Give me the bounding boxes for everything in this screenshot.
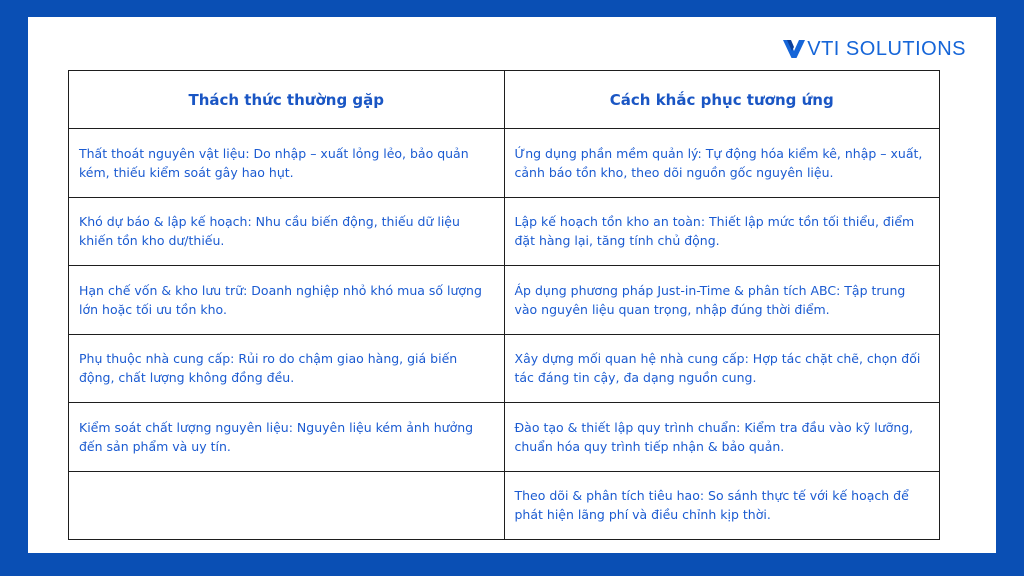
table-row (69, 334, 940, 403)
solution-cell: Lập kế hoạch tồn kho an toàn: Thiết lập mức tồn tối thiểu, điểm đặt hàng lại, tăng tính chủ động. (504, 197, 940, 266)
table-row (69, 471, 940, 540)
challenge-cell-empty (69, 471, 505, 540)
challenge-cell: Phụ thuộc nhà cung cấp: Rủi ro do chậm giao hàng, giá biến động, chất lượng không đồng đều. (69, 334, 505, 403)
challenge-cell: Khó dự báo & lập kế hoạch: Nhu cầu biến động, thiếu dữ liệu khiến tồn kho dư/thiếu. (69, 197, 505, 266)
solution-cell: Đào tạo & thiết lập quy trình chuẩn: Kiểm tra đầu vào kỹ lưỡng, chuẩn hóa quy trình tiếp nhận & bảo quản. (504, 403, 940, 472)
brand-logo-text: VTI SOLUTIONS (807, 37, 966, 60)
challenge-cell: Kiểm soát chất lượng nguyên liệu: Nguyên liệu kém ảnh hưởng đến sản phẩm và uy tín. (69, 403, 505, 472)
solution-cell: Theo dõi & phân tích tiêu hao: So sánh thực tế với kế hoạch để phát hiện lãng phí và điều chỉnh kịp thời. (504, 471, 940, 540)
header-challenges: Thách thức thường gặp (69, 71, 505, 129)
table-row (69, 266, 940, 335)
solution-cell: Xây dựng mối quan hệ nhà cung cấp: Hợp tác chặt chẽ, chọn đối tác đáng tin cậy, đa dạng nguồn cung. (504, 334, 940, 403)
vti-logo-icon (783, 40, 805, 58)
table-row (69, 129, 940, 198)
challenges-solutions-table (68, 70, 940, 540)
table-row (69, 403, 940, 472)
content-card (28, 17, 996, 553)
table-row (69, 197, 940, 266)
challenge-cell: Hạn chế vốn & kho lưu trữ: Doanh nghiệp nhỏ khó mua số lượng lớn hoặc tối ưu tồn kho. (69, 266, 505, 335)
header-solutions: Cách khắc phục tương ứng (504, 71, 940, 129)
solution-cell: Ứng dụng phần mềm quản lý: Tự động hóa kiểm kê, nhập – xuất, cảnh báo tồn kho, theo dõi nguồn gốc nguyên liệu. (504, 129, 940, 198)
solution-cell: Áp dụng phương pháp Just-in-Time & phân tích ABC: Tập trung vào nguyên liệu quan trọng, nhập đúng thời điểm. (504, 266, 940, 335)
challenge-cell: Thất thoát nguyên vật liệu: Do nhập – xuất lỏng lẻo, bảo quản kém, thiếu kiểm soát gây hao hụt. (69, 129, 505, 198)
table-header-row (69, 71, 940, 129)
brand-logo (783, 37, 966, 61)
